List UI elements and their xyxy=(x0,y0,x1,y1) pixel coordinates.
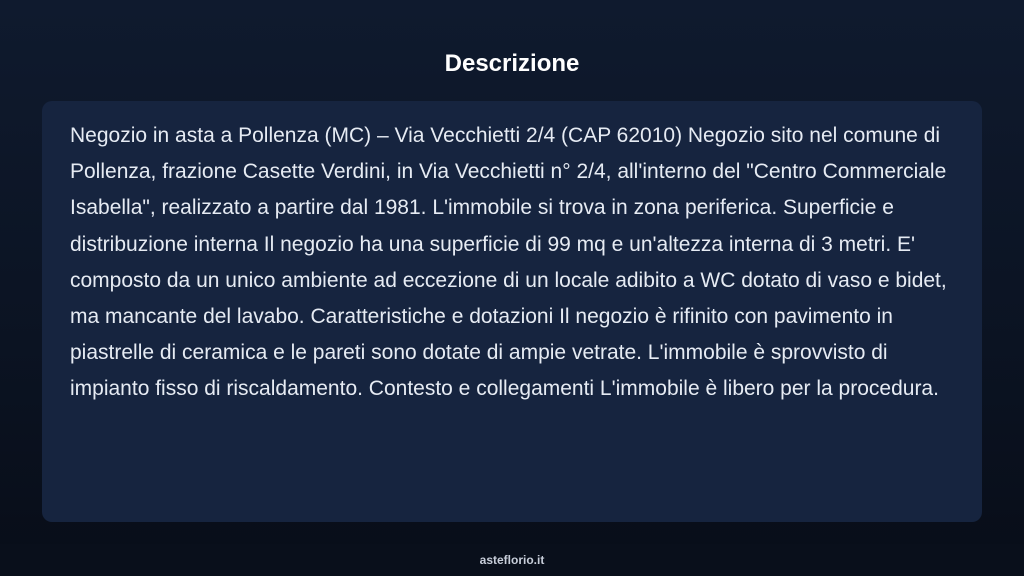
description-card xyxy=(42,101,982,522)
page-title: Descrizione xyxy=(444,50,580,77)
description-text: Negozio in asta a Pollenza (MC) – Via Vecchietti 2/4 (CAP 62010) Negozio sito nel comune di Pollenza, frazione Casette Verdini, in Via Vecchietti n° 2/4, all'interno del "Centro Commerciale Isabella", realizzato a partire dal 1981. L'immobile si trova in zona periferica. Superficie e distribuzione interna Il negozio ha una superficie di 99 mq e un'altezza interna di 3 metri. E' composto da un unico ambiente ad eccezione di un locale adibito a WC dotato di vaso e bidet, ma mancante del lavabo. Caratteristiche e dotazioni Il negozio è rifinito con pavimento in piastrelle di ceramica e le pareti sono dotate di ampie vetrate. L'immobile è sprovvisto di impianto fisso di riscaldamento. Contesto e collegamenti L'immobile è libero per la procedura. xyxy=(70,124,947,401)
footer-site-name: asteflorio.it xyxy=(479,553,545,567)
